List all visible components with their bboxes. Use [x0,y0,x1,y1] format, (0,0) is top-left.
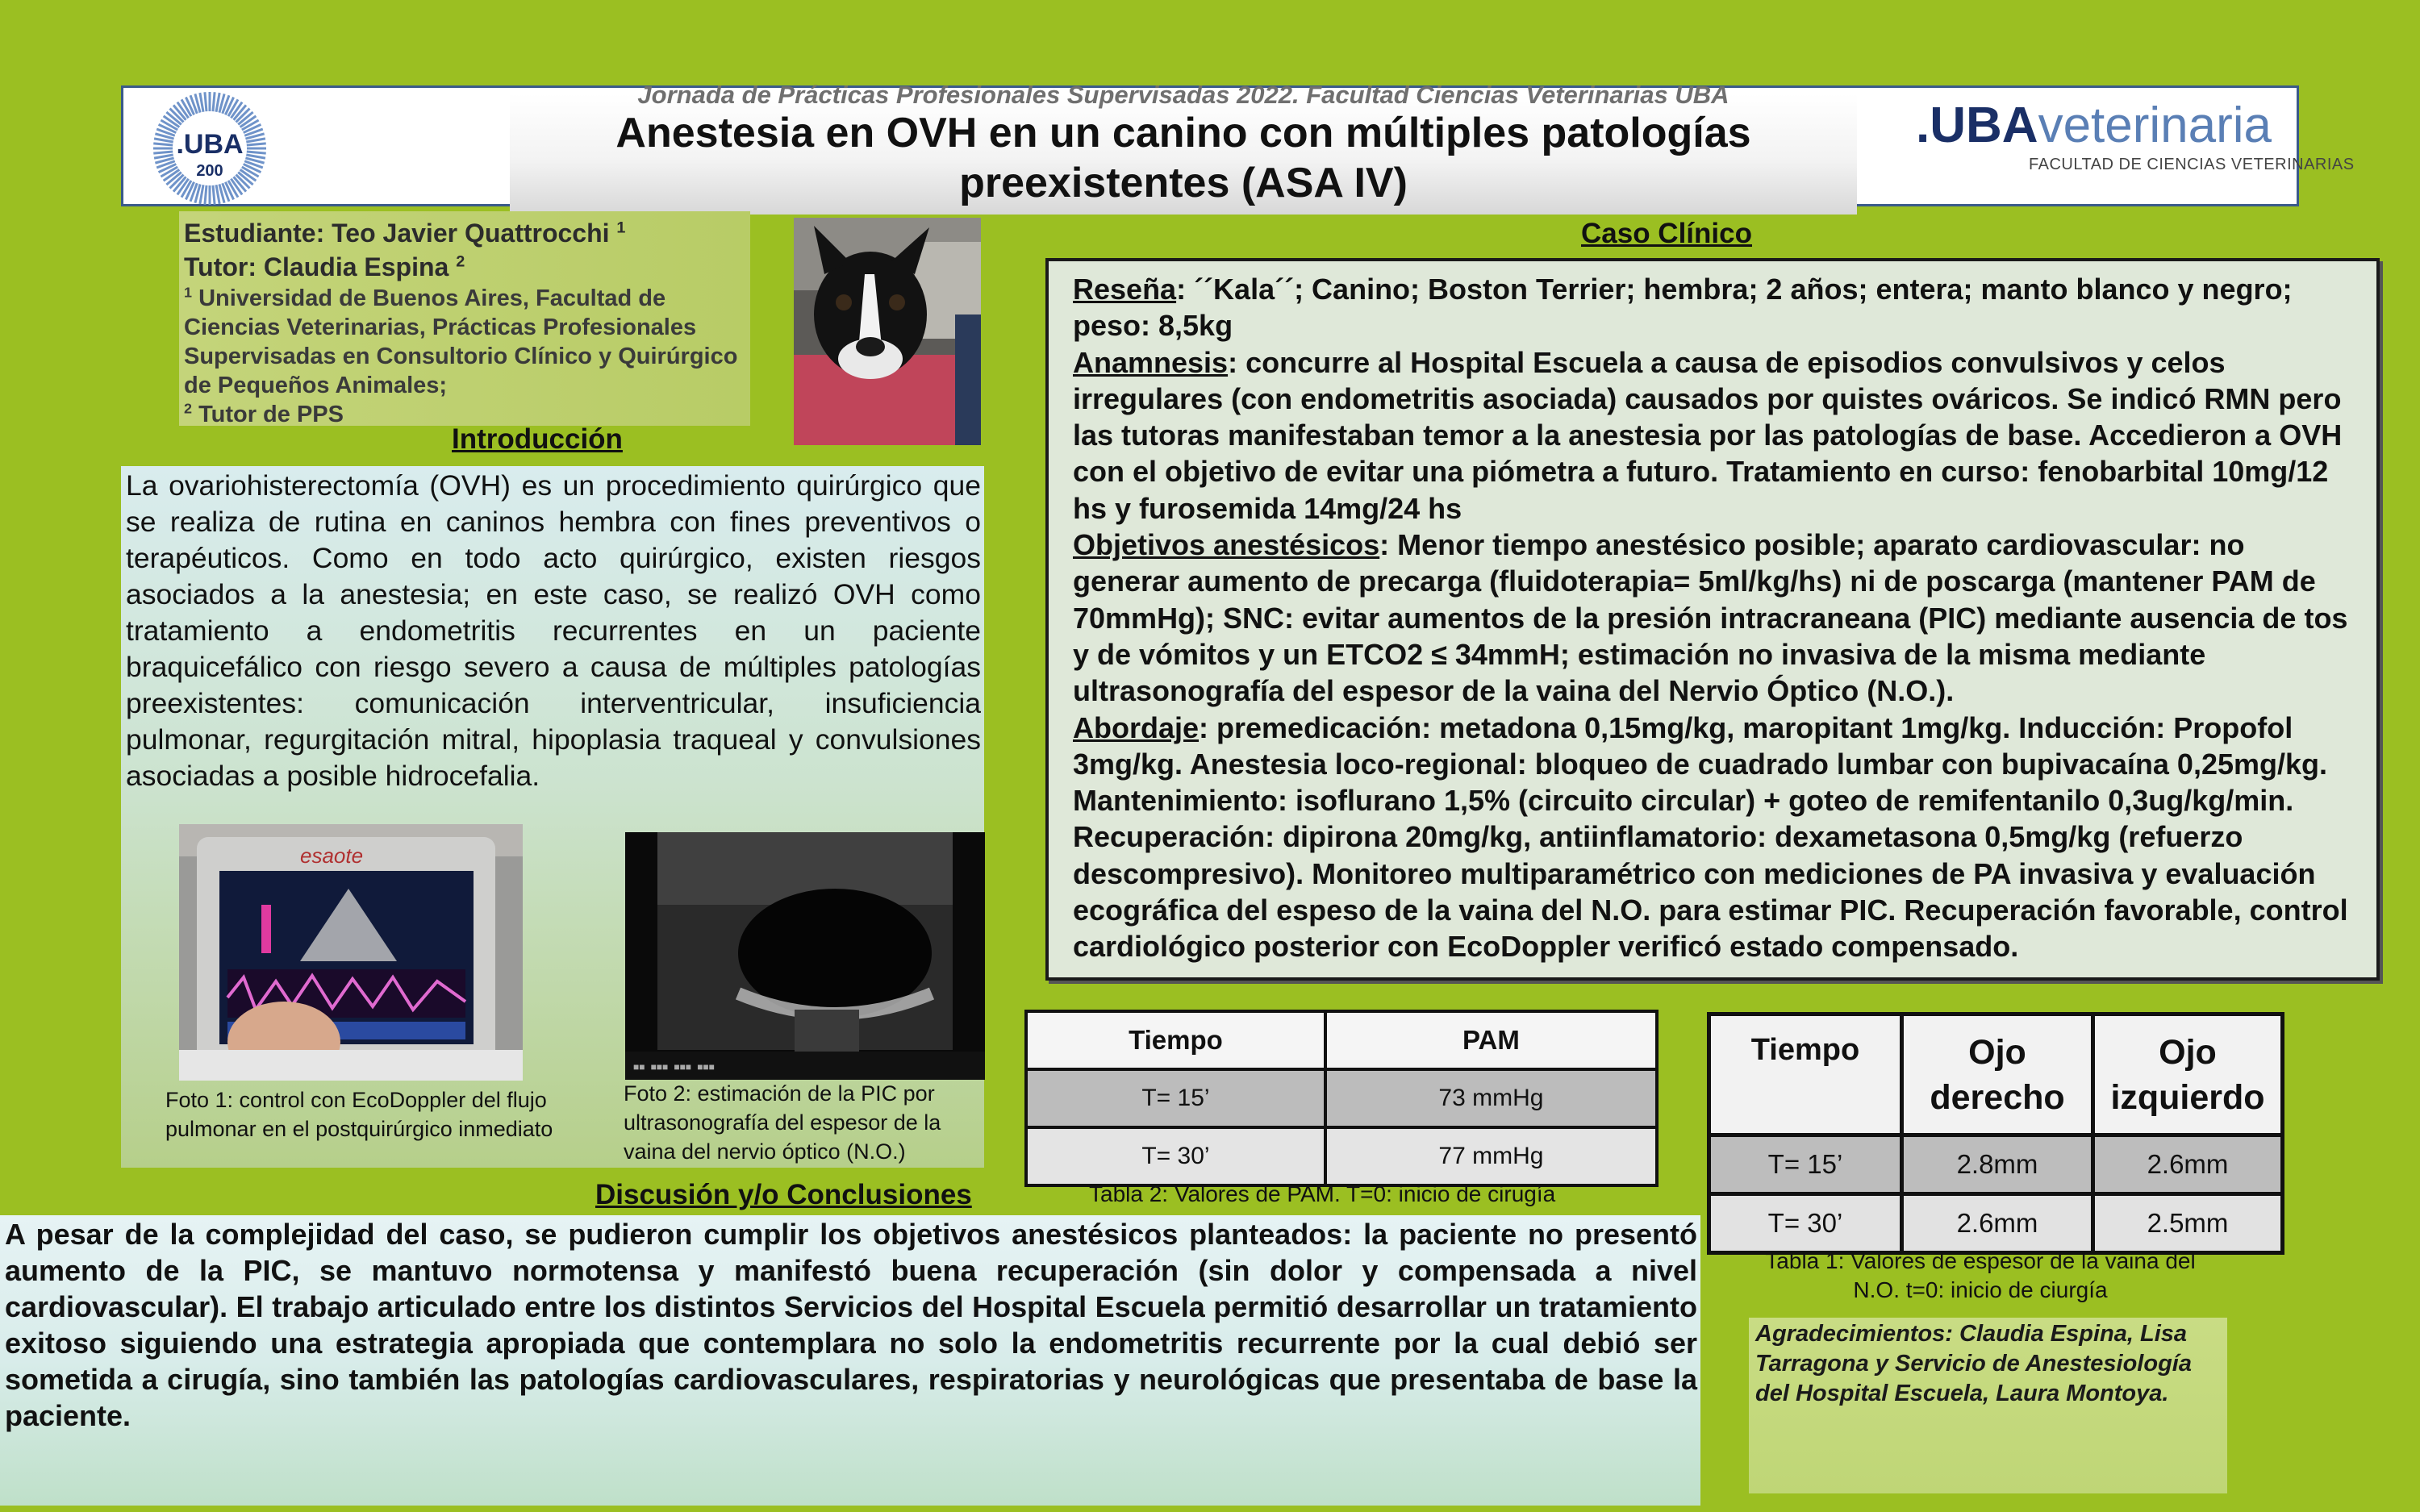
logo-ray [216,93,219,112]
student-line: Estudiante: Teo Javier Quattrocchi $^1$ [184,219,626,248]
table-row [1709,1194,2283,1253]
table-cell: T= 30’ [1709,1194,1902,1253]
intro-text: La ovariohisterectomía (OVH) es un procedimiento quirúrgico que se realiza de rutina en caninos hembra con fines preventivos o terapéuticos. Como en todo acto quirúrgico, existen riesgos asociados a la anestesia; en este caso, se realizó OVH como tratamiento a endometritis recurrentes en un paciente braquicefálico con riesgo severo a causa de múltiples patologías preexistentes: comunicación interventricular, insuficiencia pulmonar, regurgitación mitral, hipoplasia traqueal y convulsiones asociadas a posible hidrocefalia. [126,469,981,792]
logo-ray [154,139,173,142]
caso-text [1073,271,2359,965]
logo-ray [213,92,215,111]
anamnesis-label: Anamnesis [1073,345,1229,379]
tutor-line: Tutor: Claudia Espina $^2$ [184,252,465,281]
ecodoppler-photo [179,824,523,1081]
table2-caption: Tabla 2: Valores de PAM. T=0: inicio de cirugía [1089,1181,1556,1206]
objetivos-text: : Menor tiempo anestésico posible; aparato cardiovascular: no generar aumento de precarga (fluidoterapia= 5ml/kg/hs) ni de poscarga (mantener PAM de 70mmHg); SNC: evitar aumentos de la presión intracraneana (PIC) mediante ausencia de tos y de vómitos y un ETCO2 ≤ 34mmH; estimación no invasiva de la misma mediante ultrasonografía del espesor de la vaina del Nervio Óptico (N.O.). [1073,528,2348,708]
table-cell: 2.6mm [1902,1194,2093,1253]
intro-heading: Introducción [452,423,623,455]
table-cell: 73 mmHg [1325,1069,1657,1127]
logo-ray [246,139,265,142]
table-cell: T= 30’ [1026,1127,1325,1185]
caso-heading: Caso Clínico [1581,218,1752,249]
logo-ray [216,185,219,204]
svg-text:.UBA: .UBA [176,129,244,160]
logo-ray [247,152,266,153]
logo-ray [200,93,203,112]
logo-veterinaria-text: veterinaria [2038,98,2272,153]
table-cell: 2.6mm [2093,1135,2283,1194]
affiliation-2: $^2$ Tutor de PPS [184,400,344,427]
logo-uba-text: .UBA [1916,98,2038,153]
table-row [1026,1069,1657,1127]
anamnesis-text: : concurre al Hospital Escuela a causa de episodios convulsivos y celos irregulares (con endometritis asociada) causados por quistes ováricos. Se indicó RMN pero las tutoras manifestaban temor a la anestesia por las patologías de base. Accedieron a OVH con el objetivo de evitar una piómetra a futuro. Tratamiento en curso: fenobarbital 10mg/12 hs y furosemida 14mg/24 hs [1073,345,2343,525]
table-header-cell: PAM [1325,1011,1657,1069]
ultrasound-photo [625,832,985,1080]
caso-panel [1045,258,2380,981]
table-cell: T= 15’ [1709,1135,1902,1194]
pam-table [1024,1010,1659,1187]
acknowledgements-text: Agradecimientos: Claudia Espina, Lisa Tarragona y Servicio de Anestesiología del Hospital Escuela, Laura Montoya. [1755,1321,2192,1406]
table-header-cell: Tiempo [1709,1014,1902,1135]
table-row [1026,1127,1657,1185]
logo-ray [153,152,173,153]
table-header-cell: Ojo derecho [1902,1014,2093,1135]
resena-text: : ´´Kala´´; Canino; Boston Terrier; hembra; 2 años; entera; manto blanco y negro; peso: 8,5kg [1073,273,2293,343]
abordaje-text: : premedicación: metadona 0,15mg/kg, maropitant 1mg/kg. Inducción: Propofol 3mg/kg. Anestesia loco-regional: bloqueo de cuadrado lumbar con bupivacaína 0,25mg/kg. Mantenimiento: isoflurano 1,5% (circuito circular) + goteo de remifentanilo 0,3ug/kg/min. Recuperación: dipirona 20mg/kg, antiinflamatorio: dexametasona 0,5mg/kg (refuerzo descompresivo). Monitoreo multiparamétrico con mediciones de PA invasiva y evaluación ecográfica del espeso de la vaina del N.O. para estimar PIC. Recuperación favorable, control cardiológico posterior con EcoDoppler verificó estado compensado. [1073,710,2348,964]
table-header-cell: Tiempo [1026,1011,1325,1069]
objetivos-label: Objetivos anestésicos [1073,528,1380,562]
discussion-text: A pesar de la complejidad del caso, se pudieron cumplir los objetivos anestésicos planteados: la paciente no presentó aumento de la PIC, se mantuvo normotensa y manifestó buena recuperación (sin dolor y compensada a nivel cardiovascular). El trabajo articulado entre los distintos Servicios del Hospital Escuela permitió desarrollar un tratamiento exitoso siguiendo una estrategia apropiada que contemplara no solo la endometritis recurrente por la cual debió ser sometida a cirugía, sino también las patologías cardiovasculares, respiratorias y neurológicas que presentaba de base la paciente. [5,1218,1697,1432]
dog-photo [794,218,981,445]
logo-ray [154,155,173,158]
discussion-heading: Discusión y/o Conclusiones [595,1179,972,1210]
table-row [1709,1135,2283,1194]
table-cell: 2.5mm [2093,1194,2283,1253]
logo-ray [205,185,207,205]
uba-veterinaria-logo [1916,97,2355,185]
logo-subtitle: FACULTAD DE CIENCIAS VETERINARIAS [2029,156,2355,173]
uba-200-logo [137,89,282,208]
poster-title: Anestesia en OVH en un canino con múltiples patologías preexistentes (ASA IV) [615,110,1751,206]
logo-ray [247,144,266,145]
optic-nerve-table [1707,1012,2284,1255]
table-cell: T= 15’ [1026,1069,1325,1127]
table-cell: 77 mmHg [1325,1127,1657,1185]
svg-text:esaote: esaote [300,843,364,868]
event-subtitle: Jornada de Prácticas Profesionales Supervisadas 2022. Facultad Ciencias Veterinarias UBA [637,81,1729,109]
photo1-caption: Foto 1: control con EcoDoppler del flujo pulmonar en el postquirúrgico inmediato [165,1088,553,1141]
svg-text:200: 200 [196,162,223,180]
acknowledgements-panel [1749,1318,2227,1493]
resena-label: Reseña [1073,273,1177,306]
table-header-row [1026,1011,1657,1069]
table-cell: 2.8mm [1902,1135,2093,1194]
affiliation-1: $^1$ Universidad de Buenos Aires, Facultad de Ciencias Veterinarias, Prácticas Profesionales Supervisadas en Consultorio Clínico y Quirúrgico de Pequeños Animales; [184,284,738,398]
table1-caption: Tabla 1: Valores de espesor de la vaina del N.O. t=0: inicio de ciurgía [1765,1248,2196,1302]
logo-ray [213,185,215,205]
logo-ray [205,92,207,111]
author-box [179,211,750,426]
table-header-cell: Ojo izquierdo [2093,1014,2283,1135]
photo2-caption: Foto 2: estimación de la PIC por ultrasonografía del espesor de la vaina del nervio óptico (N.O.) [624,1081,941,1164]
logo-ray [200,185,203,204]
logo-ray [153,144,173,145]
svg-text:■■ ■■■ ■■■ ■■■: ■■ ■■■ ■■■ ■■■ [633,1062,715,1073]
abordaje-label: Abordaje [1073,710,1200,744]
table-header-row [1709,1014,2283,1135]
logo-ray [246,155,265,158]
